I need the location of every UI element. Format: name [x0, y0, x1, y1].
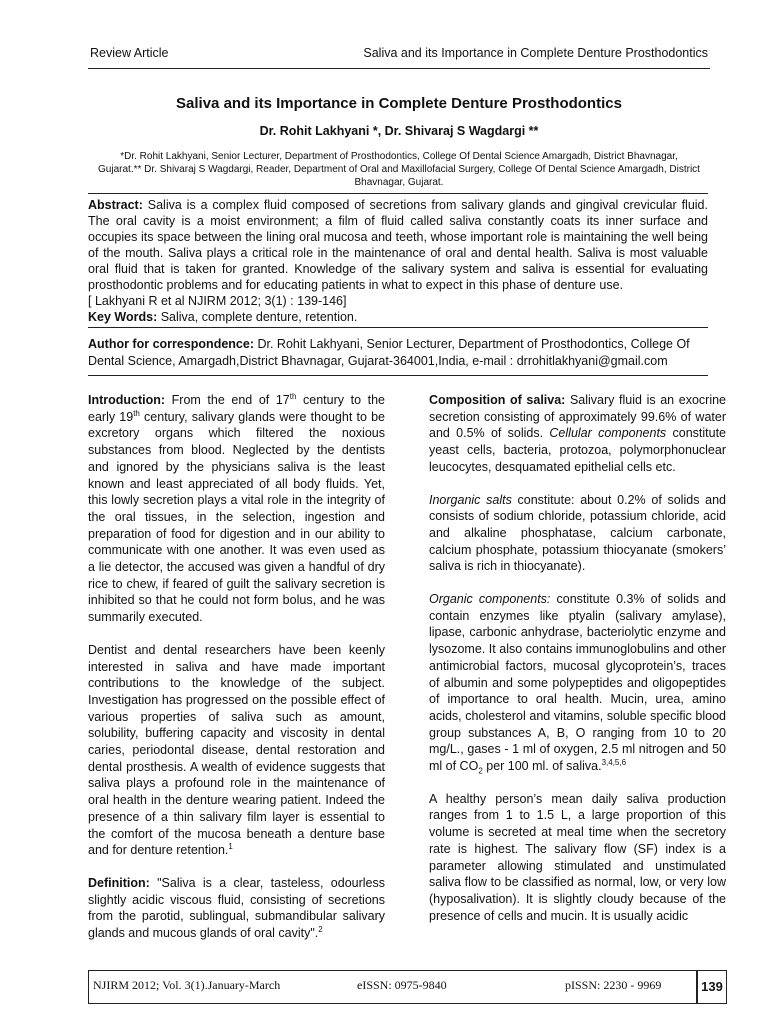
affiliations: [88, 150, 710, 189]
research-paragraph: [88, 642, 385, 859]
page-number: 139: [696, 970, 727, 1004]
definition-text: "Saliva is a clear, tasteless, odourless slightly acidic viscous fluid, consisting of secretions from the parotid, sublingual, submandibular salivary glands and mucous glands of oral cavity".: [88, 875, 385, 941]
intro-text-b: century to the early 19: [88, 393, 386, 424]
affiliation-line-1: *Dr. Rohit Lakhyani, Senior Lecturer, Department of Prosthodontics, College Of Dental Science Amargadh, District Bhavnagar,: [120, 151, 678, 162]
left-column: [88, 392, 385, 958]
affiliation-line-3: Bhavnagar, Gujarat.: [354, 177, 444, 188]
definition-paragraph: [88, 875, 385, 942]
keywords-label: Key Words:: [88, 310, 158, 324]
running-title: Saliva and its Importance in Complete Denture Prosthodontics: [363, 46, 708, 60]
right-column: [429, 392, 726, 940]
intro-sup-2: th: [133, 408, 140, 418]
affiliation-line-2: Gujarat.** Dr. Shivaraj S Wagdargi, Reader, Department of Oral and Maxillofacial Surgery, College Of Dental Science Amargadh, District: [98, 164, 700, 175]
introduction-paragraph: [88, 392, 385, 626]
intro-text-c: century, salivary glands were thought to be excretory organs which filtered the noxious substances from blood. Neglected by the dentists and ignored by the physicians saliva is the least known and least appreciated of all body fluids. Yet, this lowly secretion plays a vital role in the integrity of the oral tissues, in the selection, ingestion and preparation of food for digestion and in our ability to communicate with one another. It was even used as a lie detector, the accused was given a handful of dry rice to chew, if feared of guilt the salivary secretion is inhibited so that he could not form bolus, and he was summarily executed.: [88, 409, 385, 625]
article-type: Review Article: [90, 46, 169, 60]
cellular-components-text: constitute yeast cells, bacteria, protozoa, polymorphonuclear leucocytes, desquamated epithelial cells etc.: [429, 426, 726, 474]
saliva-flow-paragraph: A healthy person’s mean daily saliva production ranges from 1 to 1.5 L, a large proportion of this volume is secreted at meal time when the secretory rate is highest. The salivary flow (SF) index is a parameter allowing stimulated and unstimulated saliva flow to be classified as normal, low, or very low (hyposalivation). It is slightly cloudy because of the presence of cells and mucin. It is usually acidic: [429, 791, 726, 923]
abstract-text: Saliva is a complex fluid composed of secretions from salivary glands and gingival crevicular fluid. The oral cavity is a moist environment; a film of fluid called saliva constantly coats its inner surface and occupies its space between the lining oral mucosa and teeth, whose important role is maintaining the well being of the mouth. Saliva plays a critical role in the maintenance of oral and dental health. Saliva is most valuable oral fluid that is taken for granted. Knowledge of the salivary system and saliva is essential for evaluating prosthodontic problems and for educating patients in what to expect in this phase of denture use.: [88, 198, 708, 292]
organic-label: Organic components:: [429, 592, 551, 607]
composition-label: Composition of saliva:: [429, 393, 566, 407]
inorganic-label: Inorganic salts: [429, 492, 512, 507]
correspondence-box: [88, 336, 708, 376]
composition-text: Salivary fluid is an exocrine secretion consisting of approximately 99.6% of water and 0.5% of solids.: [429, 393, 727, 441]
intro-sup-1: th: [289, 391, 297, 401]
organic-text-end: per 100 ml. of saliva.: [482, 759, 602, 774]
organic-text: constitute 0.3% of solids and contain enzymes like ptyalin (salivary amylase), lipase, carbonic anhydrase, bacteriolytic enzyme and lysozome. It also contains immunoglobulins and other antimicrobial factors, mucosal glycoprotein’s, traces of albumin and some polypeptides and oligopeptides of importance to oral health. Mucin, urea, amino acids, cholesterol and vitamins, soluble specific blood group substances A, B, O ranging from 10 to 20 mg/L., gases - 1 ml of oxygen, 2.5 ml nitrogen and 50 ml of CO: [429, 592, 727, 774]
correspondence-text: Dr. Rohit Lakhyani, Senior Lecturer, Department of Prosthodontics, College Of Dental Science, Amargadh,District Bhavnagar, Gujarat-364001,India, e-mail : drrohitlakhyani@gmail.com: [88, 337, 690, 368]
reference-2: 2: [318, 924, 323, 934]
composition-paragraph: [429, 392, 726, 476]
abstract-box: [88, 193, 708, 328]
reference-3-6: 3,4,5,6: [601, 757, 627, 767]
author-list: Dr. Rohit Lakhyani *, Dr. Shivaraj S Wagdargi **: [259, 124, 539, 138]
abstract: [88, 197, 708, 293]
footer-eissn: eISSN: 0975-9840: [357, 978, 447, 992]
keywords-text: Saliva, complete denture, retention.: [157, 310, 358, 324]
footer-journal: NJIRM 2012; Vol. 3(1).January-March: [93, 978, 281, 992]
organic-paragraph: [429, 591, 726, 775]
inorganic-text: constitute: about 0.2% of solids and consists of sodium chloride, potassium chloride, acid and alkaline phosphatase, calcium carbonate, calcium phosphate, potassium thiocyanate (smokers’ saliva is rich in thiocyanate).: [429, 492, 726, 574]
cellular-components-label: Cellular components: [549, 426, 667, 441]
co2-subscript: 2: [478, 766, 483, 776]
definition-label: Definition:: [88, 875, 150, 890]
abstract-citation: [ Lakhyani R et al NJIRM 2012; 3(1) : 139-146]: [88, 294, 347, 308]
intro-text-a: From the end of 17: [165, 393, 290, 407]
research-text: Dentist and dental researchers have been keenly interested in saliva and have made important contributions to the knowledge of the subject. Investigation has progressed on the possible effect of various properties of saliva such as amount, solubility, buffering capacity and viscosity in dental caries, periodontal disease, dental restoration and dental prosthesis. A wealth of evidence suggests that saliva plays a profound role in the maintenance of oral health in the denture wearing patient. Indeed the presence of a thin salivary film layer is essential to the comfort of the mucosa beneath a denture base and for denture retention.: [88, 642, 385, 858]
reference-1: 1: [228, 842, 233, 852]
introduction-label: Introduction:: [88, 393, 166, 407]
footer-pissn: pISSN: 2230 - 9969: [565, 978, 662, 992]
inorganic-paragraph: [429, 492, 726, 576]
correspondence-label: Author for correspondence:: [88, 337, 254, 351]
abstract-label: Abstract:: [88, 198, 143, 212]
keywords: [88, 309, 708, 325]
running-header: [88, 46, 708, 66]
correspondence: [88, 336, 708, 370]
article-title: Saliva and its Importance in Complete Denture Prosthodontics: [176, 95, 622, 112]
page-footer: [88, 970, 698, 1004]
header-rule: [88, 68, 710, 69]
